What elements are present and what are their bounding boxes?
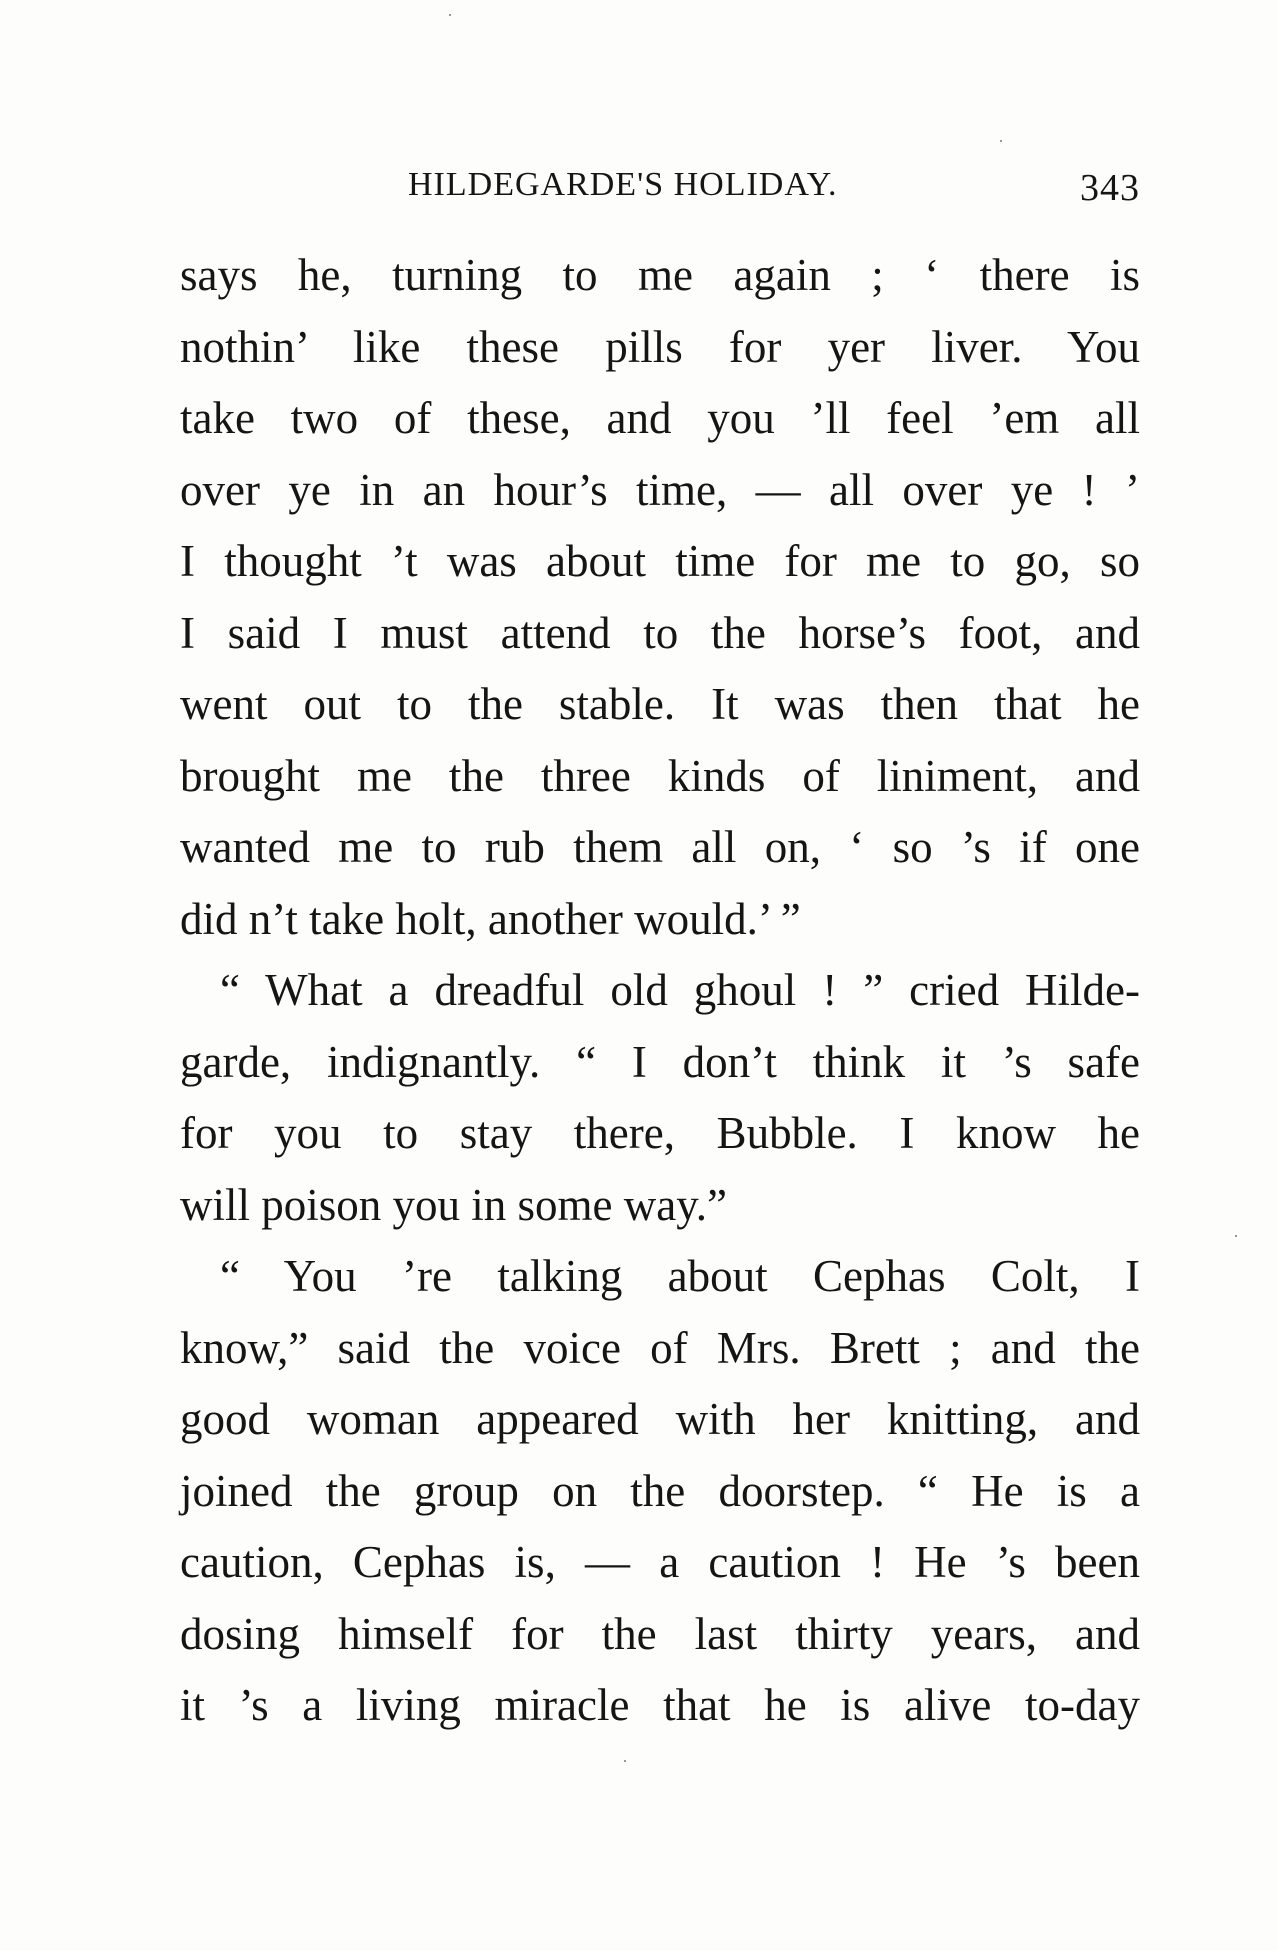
text-line: wanted me to rub them all on, ‘ so ’s if one bbox=[180, 822, 1140, 872]
page-number: 343 bbox=[1080, 167, 1140, 209]
text-line: nothin’ like these pills for yer liver. You bbox=[180, 321, 1140, 372]
text-line: it ’s a living miracle that he is alive to-day bbox=[180, 1680, 1140, 1730]
running-head bbox=[180, 160, 1140, 220]
text-line: “ You ’re talking about Cephas Colt, I bbox=[220, 1251, 1140, 1301]
running-title: HILDEGARDE'S HOLIDAY. bbox=[408, 166, 838, 203]
text-line: take two of these, and you ’ll feel ’em all bbox=[180, 393, 1140, 443]
text-line: good woman appeared with her knitting, and bbox=[180, 1394, 1140, 1444]
scan-speck bbox=[1235, 1235, 1237, 1237]
text-line: for you to stay there, Bubble. I know he bbox=[180, 1108, 1140, 1158]
text-line: brought me the three kinds of liniment, and bbox=[180, 750, 1140, 801]
text-line: garde, indignantly. “ I don’t think it ’s safe bbox=[180, 1036, 1140, 1087]
text-line: will poison you in some way.” bbox=[180, 1179, 728, 1230]
body-text bbox=[180, 240, 1140, 1742]
scan-speck bbox=[1000, 140, 1002, 142]
text-line: did n’t take holt, another would.’ ” bbox=[180, 893, 801, 944]
text-line: over ye in an hour’s time, — all over ye ! ’ bbox=[180, 464, 1140, 515]
text-line: went out to the stable. It was then that he bbox=[180, 679, 1140, 729]
text-line: I thought ’t was about time for me to go, so bbox=[180, 536, 1140, 586]
text-line: know,” said the voice of Mrs. Brett ; and the bbox=[180, 1322, 1140, 1373]
text-line: dosing himself for the last thirty years, and bbox=[180, 1608, 1140, 1659]
text-line: joined the group on the doorstep. “ He is a bbox=[180, 1465, 1140, 1516]
text-line: says he, turning to me again ; ‘ there is bbox=[180, 250, 1140, 300]
scan-speck bbox=[624, 1760, 626, 1762]
text-line: caution, Cephas is, — a caution ! He ’s been bbox=[180, 1537, 1140, 1587]
text-line: “ What a dreadful old ghoul ! ” cried Hilde- bbox=[220, 965, 1140, 1015]
text-line: I said I must attend to the horse’s foot, and bbox=[180, 607, 1140, 658]
scan-speck bbox=[449, 14, 451, 16]
